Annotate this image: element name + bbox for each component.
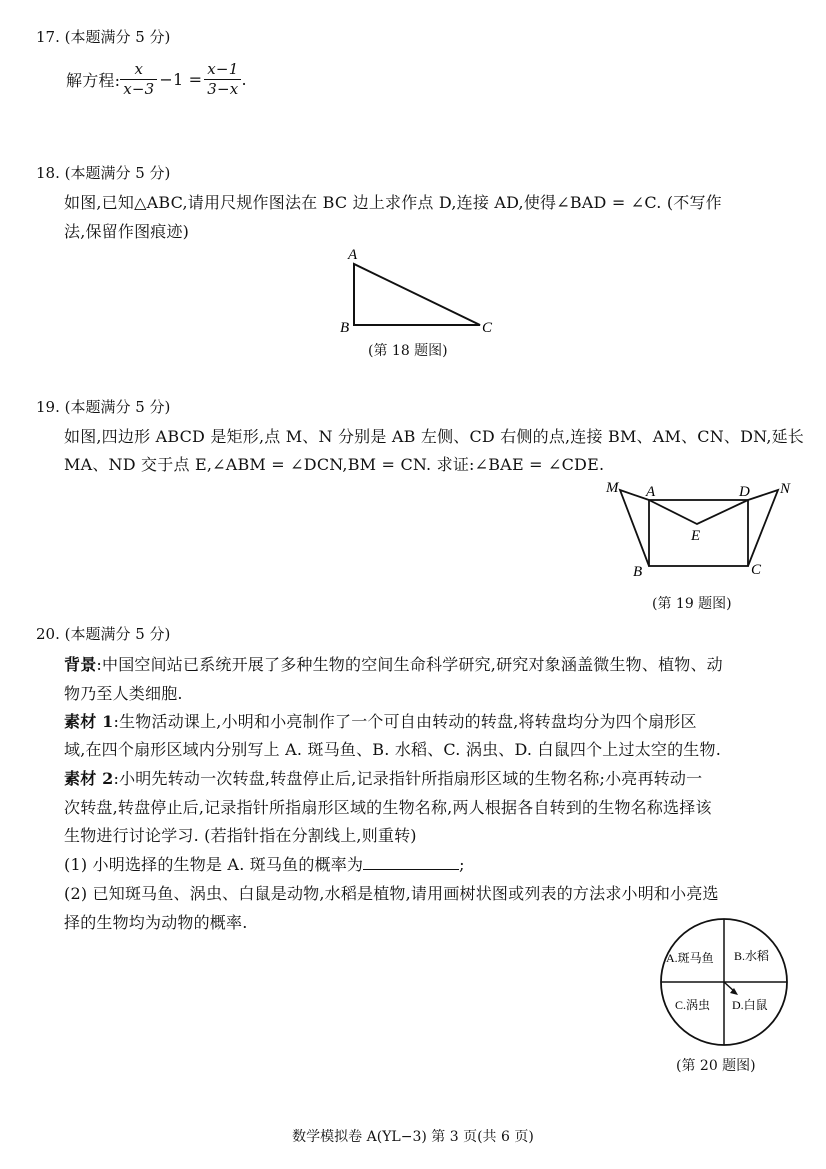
q20-background-label: 背景 bbox=[64, 655, 97, 674]
q17-frac2-numerator: x−1 bbox=[204, 60, 241, 80]
label-e: E bbox=[691, 528, 701, 544]
q17-period: . bbox=[241, 69, 247, 89]
q17-frac1-numerator: x bbox=[120, 60, 157, 80]
q20-background-line2: 物乃至人类细胞. bbox=[64, 684, 183, 703]
q18-triangle-figure bbox=[330, 242, 510, 337]
q20-part1-end: ; bbox=[459, 855, 465, 874]
q17-fraction-1 bbox=[120, 60, 157, 99]
q17-frac2-denominator: 3−x bbox=[207, 79, 239, 98]
sector-a-label: A.斑马鱼 bbox=[666, 951, 714, 965]
q20-part1 bbox=[64, 852, 465, 875]
q18-text-line2: 法,保留作图痕迹) bbox=[64, 222, 190, 241]
label-m: M bbox=[606, 480, 619, 496]
sector-b-label: B.水稻 bbox=[734, 949, 770, 963]
q20-material1-text: :生物活动课上,小明和小亮制作了一个可自由转动的转盘,将转盘均分为四个扇形区 bbox=[113, 712, 697, 731]
q18-heading: 18. (本题满分 5 分) bbox=[36, 164, 171, 182]
q20-part2-line2: 择的生物均为动物的概率. bbox=[64, 913, 248, 932]
q19-text-line1: 如图,四边形 ABCD 是矩形,点 M、N 分别是 AB 左侧、CD 右侧的点,连接 BM、AM、CN、DN,延长 bbox=[64, 427, 805, 446]
q20-caption: (第 20 题图) bbox=[676, 1058, 756, 1074]
label-b: B bbox=[340, 320, 350, 336]
q19-rectangle-figure bbox=[600, 478, 800, 583]
triangle-abc bbox=[354, 264, 480, 325]
q17-equation bbox=[66, 58, 247, 100]
q19-heading: 19. (本题满分 5 分) bbox=[36, 398, 171, 416]
q20-heading: 20. (本题满分 5 分) bbox=[36, 625, 171, 643]
label-c: C bbox=[751, 562, 762, 578]
segment-bm-am bbox=[620, 490, 649, 566]
answer-blank bbox=[363, 855, 459, 870]
q18-text-line1: 如图,已知△ABC,请用尺规作图法在 BC 边上求作点 D,连接 AD,使得∠BAD = ∠C. (不写作 bbox=[64, 193, 722, 212]
q17-heading: 17. (本题满分 5 分) bbox=[36, 28, 171, 46]
segment-cn-dn bbox=[748, 490, 778, 566]
q20-material1-label: 素材 1 bbox=[64, 712, 114, 731]
q20-part2-line1: (2) 已知斑马鱼、涡虫、白鼠是动物,水稻是植物,请用画树状图或列表的方法求小明和小亮选 bbox=[64, 884, 719, 903]
q17-minus-one: −1 = bbox=[159, 69, 203, 89]
label-c: C bbox=[482, 320, 493, 336]
q18-caption: (第 18 题图) bbox=[368, 343, 448, 359]
q20-material2-text: :小明先转动一次转盘,转盘停止后,记录指针所指扇形区域的生物名称;小亮再转动一 bbox=[113, 769, 703, 788]
q20-material1-line2: 域,在四个扇形区域内分别写上 A. 斑马鱼、B. 水稻、C. 涡虫、D. 白鼠四个上过太空的生物. bbox=[64, 740, 721, 759]
label-a: A bbox=[646, 484, 656, 500]
q19-text-line2: MA、ND 交于点 E,∠ABM = ∠DCN,BM = CN. 求证:∠BAE = ∠CDE. bbox=[64, 455, 605, 474]
q17-fraction-2 bbox=[204, 60, 241, 99]
sector-d-label: D.白鼠 bbox=[732, 998, 768, 1012]
q20-material2-line2: 次转盘,转盘停止后,记录指针所指扇形区域的生物名称,两人根据各自转到的生物名称选择该 bbox=[64, 798, 712, 817]
q20-material2-line1 bbox=[64, 766, 702, 789]
q20-material1-line1 bbox=[64, 709, 697, 732]
q19-caption: (第 19 题图) bbox=[652, 596, 732, 612]
q20-material2-line3: 生物进行讨论学习. (若指针指在分割线上,则重转) bbox=[64, 826, 417, 845]
q20-material2-label: 素材 2 bbox=[64, 769, 114, 788]
q20-background-text: :中国空间站已系统开展了多种生物的空间生命科学研究,研究对象涵盖微生物、植物、动 bbox=[96, 655, 723, 674]
label-n: N bbox=[780, 481, 791, 497]
label-b: B bbox=[633, 564, 643, 580]
segment-ae-de bbox=[649, 500, 748, 524]
q20-background-line1 bbox=[64, 652, 723, 675]
q17-prefix: 解方程: bbox=[66, 70, 121, 90]
q17-frac1-denominator: x−3 bbox=[123, 79, 155, 98]
label-d: D bbox=[739, 484, 750, 500]
spinner-wheel bbox=[654, 915, 794, 1050]
page-footer: 数学模拟卷 A(YL−3) 第 3 页(共 6 页) bbox=[292, 1129, 534, 1145]
sector-c-label: C.涡虫 bbox=[675, 998, 711, 1012]
label-a: A bbox=[348, 247, 358, 263]
q20-part1-text: (1) 小明选择的生物是 A. 斑马鱼的概率为 bbox=[64, 855, 364, 874]
